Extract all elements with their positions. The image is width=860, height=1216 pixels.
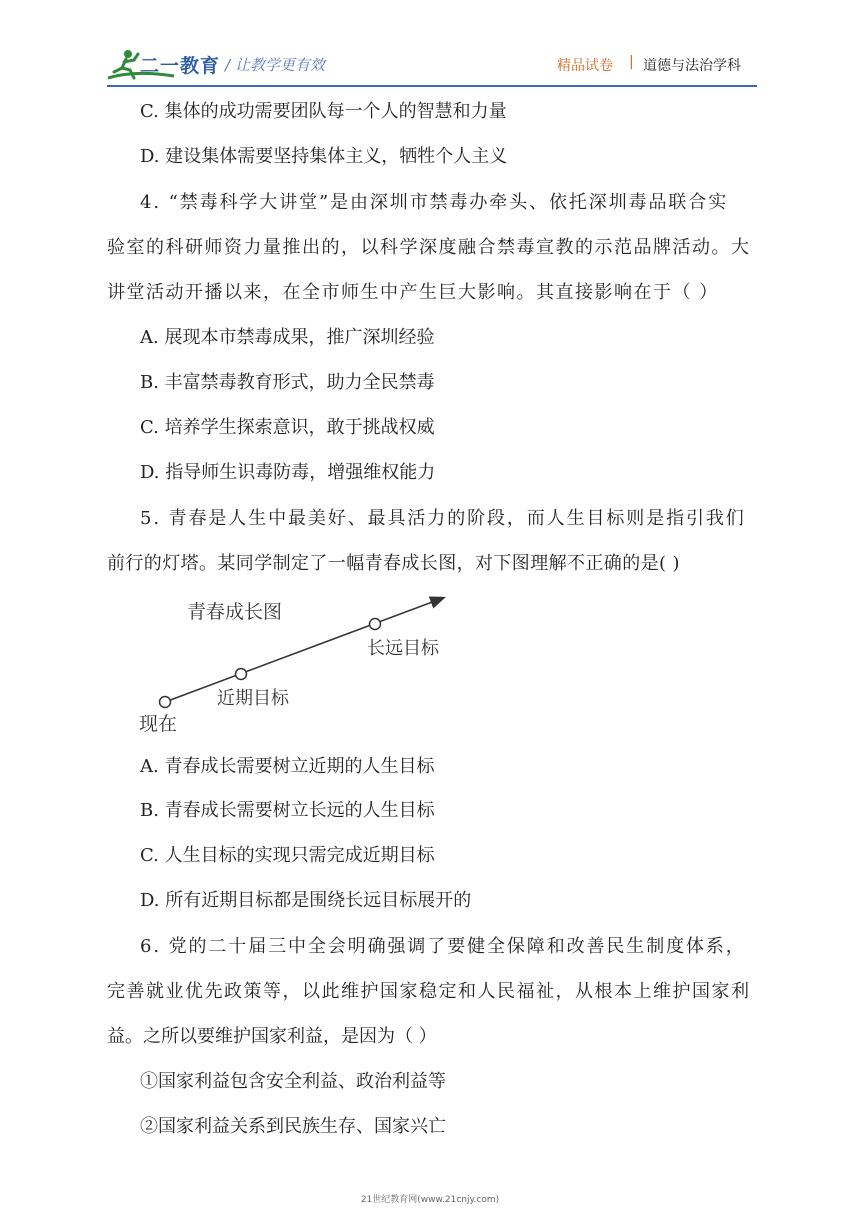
- question-6-line-3: 益。之所以要维护国家利益，是因为（ ）: [107, 1026, 437, 1047]
- option-q4-c: C. 培养学生探索意识，敢于挑战权威: [140, 417, 435, 438]
- option-q4-d: D. 指导师生识毒防毒，增强维权能力: [140, 462, 436, 483]
- option-q5-c: C. 人生目标的实现只需完成近期目标: [140, 845, 435, 866]
- option-q5-d: D. 所有近期目标都是围绕长远目标展开的: [140, 890, 472, 911]
- page-footer: 21世纪教育网(www.21cnjy.com): [360, 1195, 500, 1205]
- header-tag-subject: 道德与法治学科: [643, 58, 741, 74]
- header-tag-quality: 精品试卷: [557, 58, 613, 74]
- question-4-line-1: 4. “禁毒科学大讲堂”是由深圳市禁毒办牵头、依托深圳毒品联合实: [140, 192, 729, 213]
- label-far-goal: 长远目标: [367, 638, 439, 659]
- statement-1: ①国家利益包含安全利益、政治利益等: [140, 1071, 446, 1092]
- header-slogan: / 让教学更有效: [225, 56, 325, 74]
- question-5-line-1: 5. 青春是人生中最美好、最具活力的阶段，而人生目标则是指引我们: [140, 508, 746, 529]
- label-near-goal: 近期目标: [217, 688, 289, 709]
- point-near-goal: [236, 669, 247, 680]
- option-q5-b: B. 青春成长需要树立长远的人生目标: [140, 800, 435, 821]
- option-q3-d: D. 建设集体需要坚持集体主义，牺牲个人主义: [140, 146, 508, 167]
- logo-text: 二一教育: [140, 55, 221, 77]
- question-4-line-2: 验室的科研师资力量推出的，以科学深度融合禁毒宣教的示范品牌活动。大: [107, 237, 751, 258]
- diagram-title: 青春成长图: [187, 601, 283, 623]
- question-6-line-2: 完善就业优先政策等，以此维护国家稳定和人民福祉，从根本上维护国家利: [107, 981, 751, 1002]
- option-q5-a: A. 青春成长需要树立近期的人生目标: [140, 756, 435, 777]
- question-5-line-2: 前行的灯塔。某同学制定了一幅青春成长图，对下图理解不正确的是( ): [107, 553, 680, 574]
- label-now: 现在: [139, 713, 178, 735]
- question-6-line-1: 6. 党的二十届三中全会明确强调了要健全保障和改善民生制度体系，: [140, 936, 746, 957]
- header-separator: |: [629, 54, 634, 70]
- point-far-goal: [370, 619, 381, 630]
- option-q4-b: B. 丰富禁毒教育形式，助力全民禁毒: [140, 372, 435, 393]
- option-q4-a: A. 展现本市禁毒成果，推广深圳经验: [140, 327, 435, 348]
- point-now: [160, 697, 171, 708]
- option-q3-c: C. 集体的成功需要团队每一个人的智慧和力量: [140, 101, 507, 122]
- question-4-line-3: 讲堂活动开播以来，在全市师生中产生巨大影响。其直接影响在于（ ）: [107, 282, 719, 303]
- growth-diagram: [135, 590, 475, 740]
- statement-2: ②国家利益关系到民族生存、国家兴亡: [140, 1116, 446, 1137]
- page-header: [0, 0, 860, 95]
- header-divider: [107, 85, 757, 87]
